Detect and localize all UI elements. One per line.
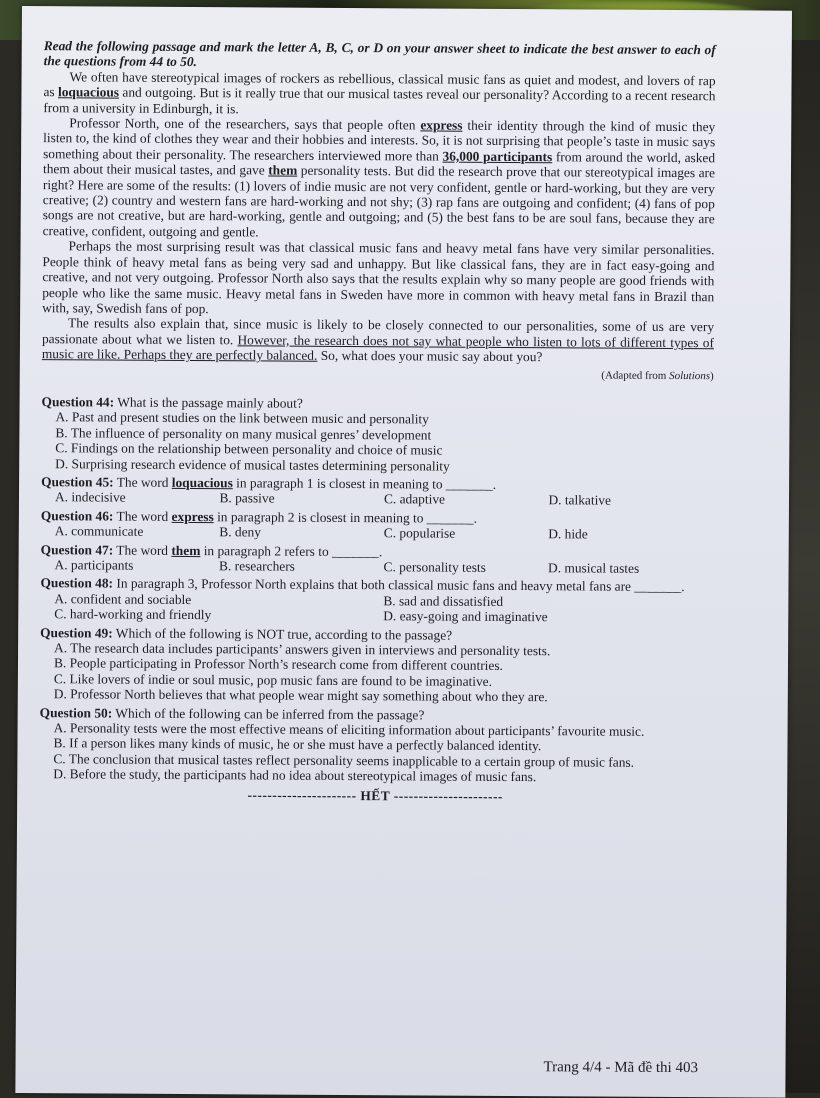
paragraph-1: We often have stereotypical images of rockers as rebellious, classical music fans as quiet and modest, and lovers of rap as loquacious and outgoing. But is it really true that our musical tastes reveal our personality? According to a recent research from a university in Edinburgh, it is. [43, 69, 716, 116]
option-44-a[interactable]: A. Past and present studies on the link between music and personality [55, 409, 429, 427]
option-47-d[interactable]: D. musical tastes [548, 560, 640, 576]
exam-sheet [15, 6, 792, 1098]
question-48: Question 48: In paragraph 3, Professor North explains that both classical music fans and heavy metal fans are _______. A. confident and sociable B. sad and dissatisfied C. hard-working and friendly D. easy-going and imaginative [40, 576, 712, 626]
option-46-b[interactable]: B. deny [219, 524, 261, 540]
question-46: Question 46: The word express in paragraph 2 is closest in meaning to _______. A. communicate B. deny C. popularise D. hide [41, 508, 713, 543]
option-49-c[interactable]: C. Like lovers of indie or soul music, pop music fans are found to be imaginative. [53, 671, 493, 689]
option-45-a[interactable]: A. indecisive [54, 489, 126, 506]
question-44: Question 44: What is the passage mainly about? A. Past and present studies on the link between music and personality B. The influence of personality on many musical genres’ development C. Findings on the relationship between personality and choice of music D. Surprising research evidence of musical tastes determining personality [41, 394, 713, 475]
paragraph-3: Perhaps the most surprising result was that classical music fans and heavy metal fans have very similar personalities. People think of heavy metal fans as being very sad and unhappy. But like classical fans, they are in fact easy-going and creative, and not very outgoing. Professor North also says that the results explain why so many people are good friends with people who like the same music. Heavy metal fans in Sweden have more in common with heavy metal fans in Brazil than with, say, Swedish fans of pop. [42, 238, 715, 317]
phrase-participants: 36,000 participants [442, 148, 553, 165]
option-48-b[interactable]: B. sad and dissatisfied [383, 593, 504, 609]
option-44-c[interactable]: C. Findings on the relationship between personality and choice of music [55, 440, 443, 458]
end-mark: ---------------------- HẾT ---------------------- [247, 787, 503, 804]
option-45-c[interactable]: C. adaptive [383, 491, 446, 507]
word-express: express [420, 117, 463, 133]
option-46-a[interactable]: A. communicate [54, 523, 144, 539]
paragraph-4: The results also explain that, since music is likely to be closely connected to our personalities, some of us are very passionate about what we listen to. However, the research does not say what people who listen to lots of different types of music are like. Perhaps they are perfectly balanced. So, what does your music say about you? [41, 315, 715, 365]
option-50-d[interactable]: D. Before the study, the participants had no idea about stereotypical images of music fans. [53, 766, 537, 785]
option-48-a[interactable]: A. confident and sociable [54, 591, 192, 607]
underlined-sentence: However, the research does not say what people who listen to lots of different types of music are like. Perhaps they are perfectly balanced. [41, 332, 714, 363]
paragraph-2: Professor North, one of the researchers, says that people often express their identity through the kind of music they listen to, the kind of clothes they wear and their hobbies and interests. So, it is not surprising that people’s taste in music says something about their personality. The researchers interviewed more than 36,000 participants from around the world, asked them about their musical tastes, and gave them personality tests. But did the research prove that our stereotypical images are right? Here are some of the results: (1) lovers of indie music are not very confident, gentle or hard-working, but they are very creative; (2) country and western fans are hard-working and not shy; (3) rap fans are outgoing and confident; (4) fans of pop songs are not creative, but are hard-working, gentle and outgoing; and (5) the best fans to be are soul fans, because they are creative, confident, outgoing and gentle. [42, 115, 716, 240]
option-46-d[interactable]: D. hide [548, 526, 588, 542]
option-47-a[interactable]: A. participants [54, 557, 134, 573]
word-loquacious: loquacious [57, 84, 120, 100]
question-50: Question 50: Which of the following can be inferred from the passage? A. Personality tests were the most effective means of eliciting information about participants’ favourite music. B. If a person likes many kinds of music, he or she must have a perfectly balanced identity. C. The conclusion that musical tastes reflect personality seems inapplicable to a certain group of music fans. D. Before the study, the participants had no idea about stereotypical images of music fans. [39, 705, 711, 786]
option-49-a[interactable]: A. The research data includes participants’ answers given in interviews and personality tests. [54, 640, 551, 659]
sheet-content [39, 38, 716, 805]
word-them: them [268, 162, 298, 178]
option-47-c[interactable]: C. personality tests [383, 559, 486, 575]
question-45: Question 45: The word loquacious in paragraph 1 is closest in meaning to _______. A. indecisive B. passive C. adaptive D. talkative [41, 474, 713, 509]
option-50-c[interactable]: C. The conclusion that musical tastes reflect personality seems inapplicable to a certain group of music fans. [53, 751, 635, 770]
option-48-c[interactable]: C. hard-working and friendly [54, 606, 212, 623]
option-45-b[interactable]: B. passive [219, 490, 275, 506]
page-footer: Trang 4/4 - Mã đề thi 403 [543, 1059, 699, 1077]
option-44-d[interactable]: D. Surprising research evidence of musical tastes determining personality [55, 455, 450, 474]
option-45-d[interactable]: D. talkative [548, 492, 612, 508]
question-49: Question 49: Which of the following is NOT true, according to the passage? A. The research data includes participants’ answers given in interviews and personality tests. B. People participating in Professor North’s research come from different countries. C. Like lovers of indie or soul music, pop music fans are found to be imaginative. D. Professor North believes that what people wear might say something about who they are. [40, 625, 712, 706]
option-49-b[interactable]: B. People participating in Professor North’s research come from different countries. [53, 655, 503, 674]
option-46-c[interactable]: C. popularise [383, 525, 456, 541]
question-47: Question 47: The word them in paragraph 2 refers to _______. A. participants B. researchers C. personality tests D. musical tastes [41, 542, 713, 577]
option-50-a[interactable]: A. Personality tests were the most effective means of eliciting information about participants’ favourite music. [53, 720, 645, 739]
option-44-b[interactable]: B. The influence of personality on many musical genres’ development [55, 424, 432, 443]
source-citation: (Adapted from Solutions) [601, 369, 714, 382]
option-50-b[interactable]: B. If a person likes many kinds of music, he or she must have a perfectly balanced identity. [53, 735, 542, 754]
option-48-d[interactable]: D. easy-going and imaginative [383, 608, 548, 625]
instructions: Read the following passage and mark the letter A, B, C, or D on your answer sheet to indicate the best answer to each of the questions from 44 to 50. [43, 38, 716, 70]
option-49-d[interactable]: D. Professor North believes that what people wear might say something about who they are. [53, 686, 548, 705]
option-47-b[interactable]: B. researchers [219, 558, 295, 574]
